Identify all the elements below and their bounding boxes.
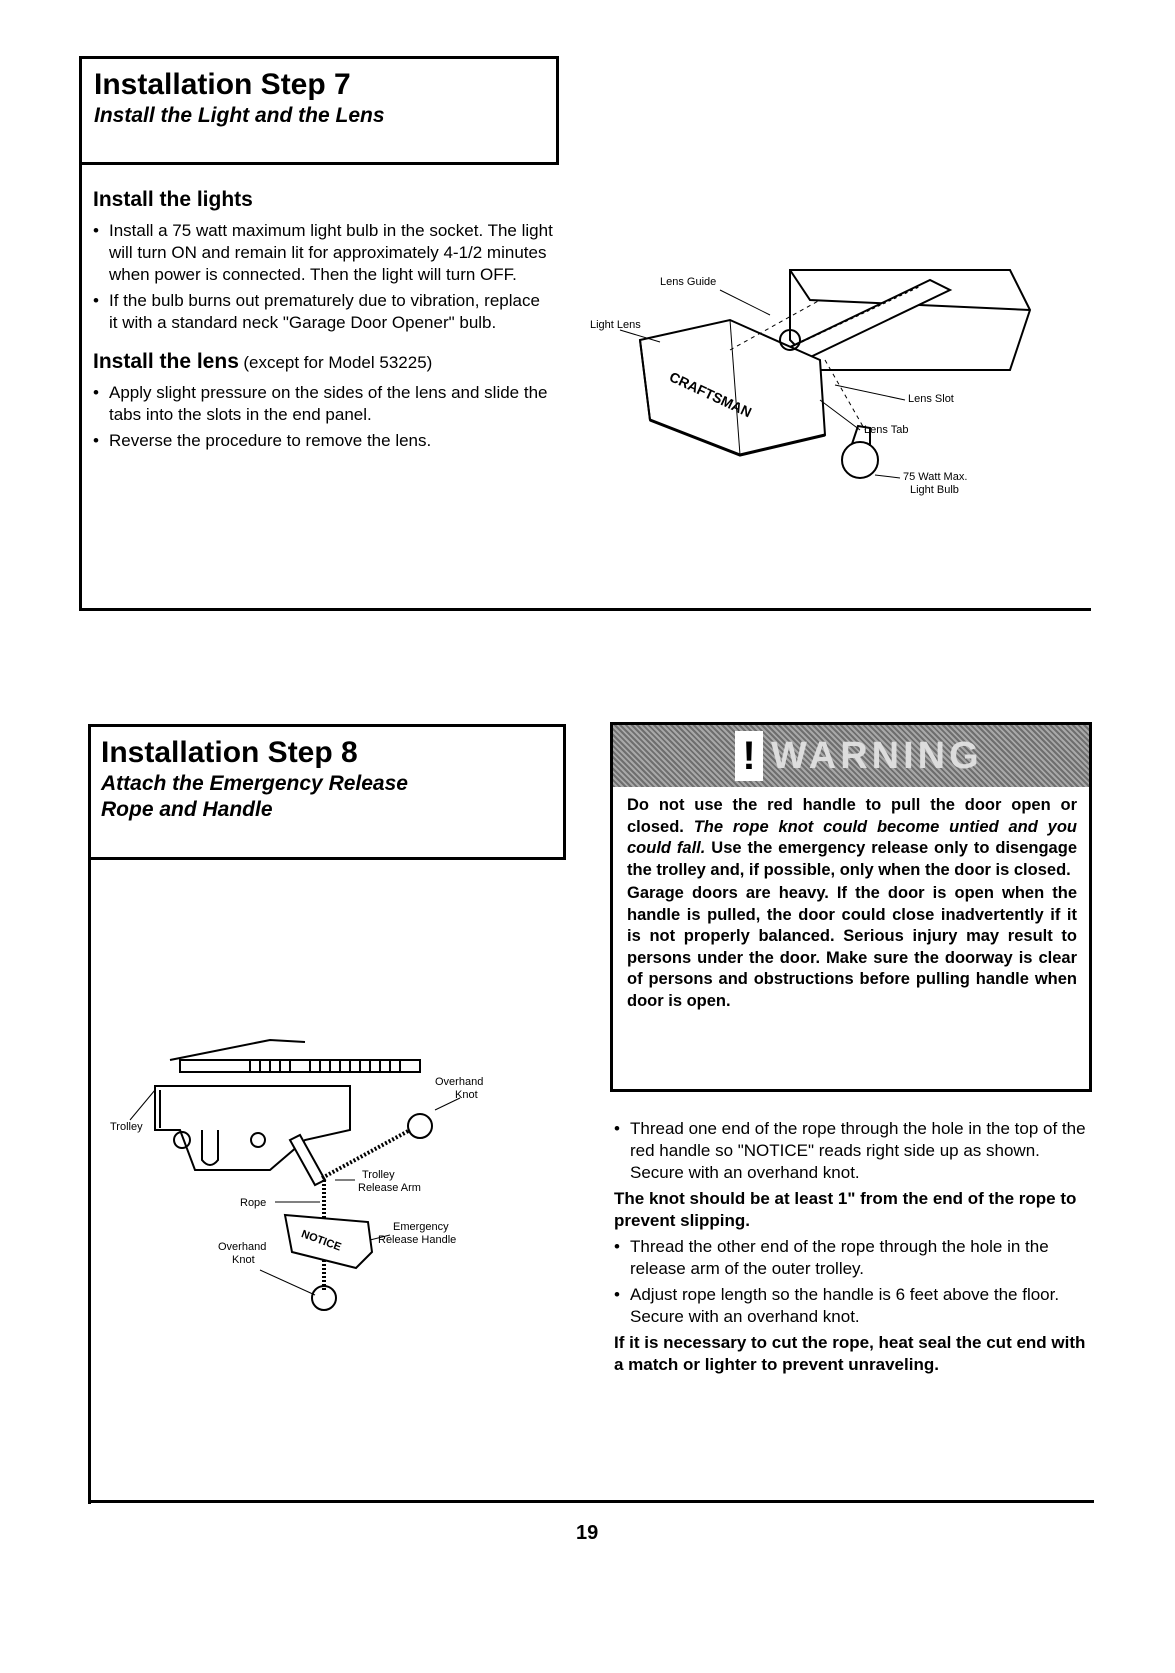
label-rope: Rope xyxy=(240,1197,267,1209)
step7-left-rule xyxy=(79,159,82,611)
label-light-lens: Light Lens xyxy=(590,319,641,331)
warning-p1-b: The rope knot could become untied and you could fall. xyxy=(627,817,1077,857)
lens-list xyxy=(93,382,553,452)
label-overhand-knot-top-1: Overhand xyxy=(435,1076,484,1088)
instructions-list-1 xyxy=(614,1118,1088,1184)
step7-title: Installation Step 7 xyxy=(94,68,351,101)
lights-heading: Install the lights xyxy=(93,188,253,211)
instruction-bullet: • Thread the other end of the rope through the hole in the release arm of the outer trolley. xyxy=(614,1236,1088,1280)
label-trolley-release-arm-2: Release Arm xyxy=(358,1182,421,1194)
warning-p1-a: Do not use the red handle to pull the door open or closed. xyxy=(627,796,1077,836)
label-overhand-knot-top-2: Knot xyxy=(455,1089,478,1101)
label-overhand-knot-bot-2: Knot xyxy=(232,1254,255,1266)
label-lens-tab: Lens Tab xyxy=(864,424,909,436)
brand-logo: CRAFTSMAN xyxy=(667,368,755,421)
label-bulb-2: Light Bulb xyxy=(910,484,959,496)
label-trolley: Trolley xyxy=(110,1121,143,1133)
step8-subtitle-1: Attach the Emergency Release xyxy=(101,772,408,795)
lens-heading-note: (except for Model 53225) xyxy=(243,353,433,372)
step8-title: Installation Step 8 xyxy=(101,736,358,769)
warning-banner xyxy=(613,725,1089,787)
label-lens-guide: Lens Guide xyxy=(660,276,717,288)
exclamation-icon: ! xyxy=(735,731,763,781)
step8-instructions xyxy=(614,1118,1088,1376)
step8-bottom-rule xyxy=(88,1500,1094,1503)
instruction-bullet: • Adjust rope length so the handle is 6 feet above the floor. Secure with an overhand knot. xyxy=(614,1284,1088,1328)
opener-lens-figure xyxy=(590,230,1040,550)
step8-subtitle-2: Rope and Handle xyxy=(101,798,273,822)
warning-p1-c: Use the emergency release only to disengage the trolley and, if possible, only when the door is closed. xyxy=(627,839,1077,879)
step8-header-box xyxy=(88,724,566,860)
step7-text xyxy=(93,188,553,456)
label-lens-slot: Lens Slot xyxy=(908,393,954,405)
lens-bullet: • Apply slight pressure on the sides of the lens and slide the tabs into the slots in the end panel. xyxy=(93,382,553,426)
step7-header-box xyxy=(79,56,559,165)
lights-bullet: • Install a 75 watt maximum light bulb in the socket. The light will turn ON and remain lit for approximately 4-1/2 minutes when power is connected. Then the light will turn OFF. xyxy=(93,220,553,286)
instruction-note-1: The knot should be at least 1" from the end of the rope to prevent slipping. xyxy=(614,1189,1077,1230)
trolley-rope-figure xyxy=(110,1030,540,1330)
notice-label: NOTICE xyxy=(299,1228,343,1254)
step7-bottom-rule xyxy=(79,608,1091,611)
warning-text xyxy=(613,787,1089,1018)
warning-box xyxy=(610,722,1092,1092)
warning-banner-text: WARNING xyxy=(771,735,983,777)
label-emergency-2: Release Handle xyxy=(378,1234,457,1246)
lens-heading-row xyxy=(93,350,553,374)
lens-bullet: • Reverse the procedure to remove the lens. xyxy=(93,430,553,452)
lens-heading: Install the lens xyxy=(93,350,239,373)
lights-bullet: • If the bulb burns out prematurely due to vibration, replace it with a standard neck "Garage Door Opener" bulb. xyxy=(93,290,553,334)
step8-left-rule xyxy=(88,854,91,1504)
warning-p1 xyxy=(627,795,1077,881)
label-overhand-knot-bot-1: Overhand xyxy=(218,1241,267,1253)
lights-list xyxy=(93,220,553,334)
warning-p2: Garage doors are heavy. If the door is open when the handle is pulled, the door could close inadvertently if it is not properly balanced. Serious injury may result to persons under the door. Make sure the doorway is clear of persons and obstructions before pulling handle when door is open. xyxy=(627,884,1077,1010)
instruction-bullet: • Thread one end of the rope through the hole in the top of the red handle so "NOTICE" reads right side up as shown. Secure with an overhand knot. xyxy=(614,1118,1088,1184)
step7-subtitle: Install the Light and the Lens xyxy=(94,104,385,127)
page-number: 19 xyxy=(576,1522,599,1544)
label-trolley-release-arm-1: Trolley xyxy=(362,1169,395,1181)
instruction-note-2: If it is necessary to cut the rope, heat seal the cut end with a match or lighter to prevent unraveling. xyxy=(614,1333,1086,1374)
label-bulb-1: 75 Watt Max. xyxy=(903,471,968,483)
instructions-list-2 xyxy=(614,1236,1088,1328)
label-emergency-1: Emergency xyxy=(393,1221,449,1233)
